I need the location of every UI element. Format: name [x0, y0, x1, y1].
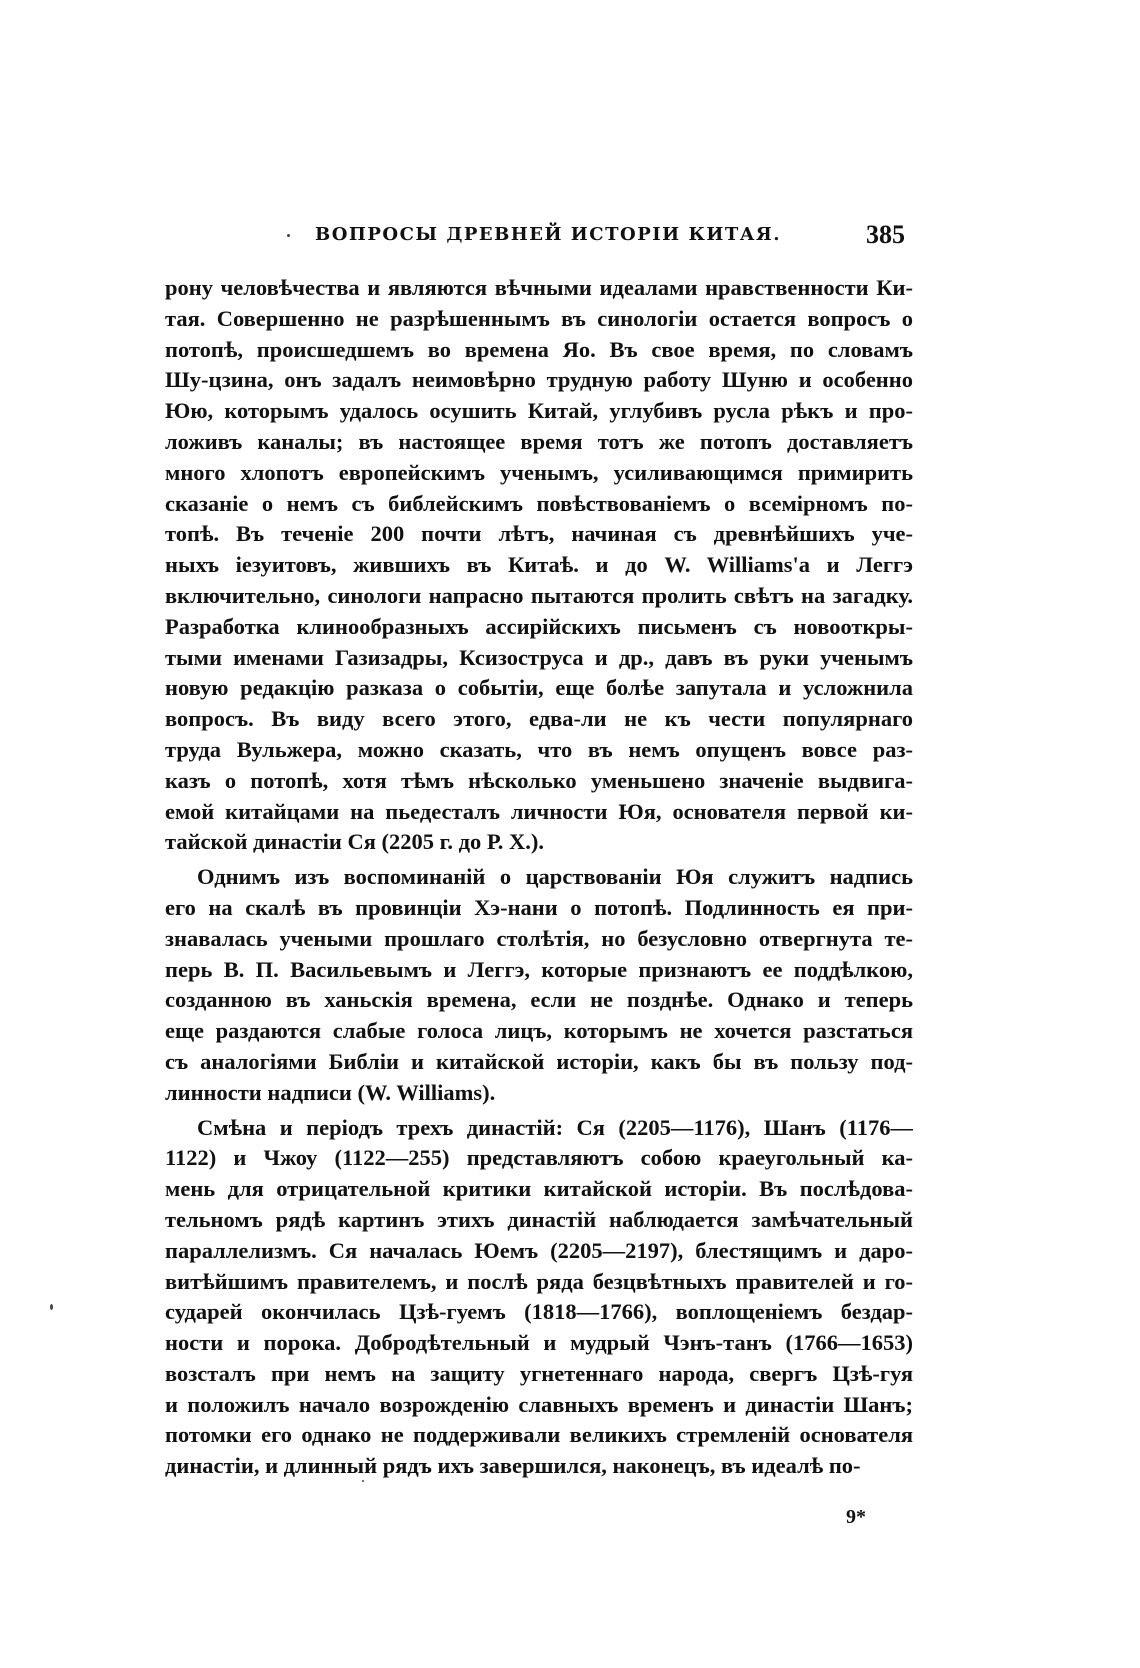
body-text	[165, 273, 913, 1482]
text-line: топѣ. Въ теченіе 200 почти лѣтъ, начиная съ древнѣйшихъ уче-	[165, 521, 913, 547]
text-line: сказаніе о немъ съ библейскимъ повѣствованіемъ о всемірномъ по-	[165, 490, 913, 516]
text-line: тельномъ рядѣ картинъ этихъ династій наблюдается замѣчательный	[165, 1206, 913, 1232]
text-line: новую редакцію разказа о событіи, еще болѣе запутала и усложнила	[165, 675, 913, 701]
text-line: перь В. П. Васильевымъ и Леггэ, которые признаютъ ее поддѣлкою,	[165, 956, 913, 982]
text-line: много хлопотъ европейскимъ ученымъ, усиливающимся примирить	[165, 459, 913, 485]
text-line: мень для отрицательной критики китайской исторіи. Въ послѣдова-	[165, 1176, 913, 1202]
text-line: его на скалѣ въ провинціи Хэ-нани о потопѣ. Подлинность ея при-	[165, 894, 913, 920]
text-line: потомки его однако не поддерживали великихъ стремленій основателя	[165, 1422, 913, 1448]
text-line: емой китайцами на пьедесталъ личности Юя, основателя первой ки-	[165, 798, 913, 824]
text-line: Однимъ изъ воспоминаній о царствованіи Юя служитъ надпись	[197, 864, 913, 890]
paragraph	[165, 862, 913, 1108]
text-line: рону человѣчества и являются вѣчными идеалами нравственности Ки-	[165, 275, 913, 300]
text-line: и положилъ начало возрожденію славныхъ временъ и династіи Шанъ;	[165, 1391, 913, 1417]
text-line: созданною въ ханьскія времена, если не позднѣе. Однако и теперь	[165, 987, 913, 1013]
paragraph	[165, 1113, 913, 1483]
paragraph	[165, 273, 913, 858]
text-line: тыми именами Газизадры, Ксизоструса и др., давъ въ руки ученымъ	[165, 644, 913, 670]
page-number: 385	[866, 220, 905, 249]
text-line: тая. Совершенно не разрѣшеннымъ въ синологіи остается вопросъ о	[165, 305, 913, 331]
text-line: Смѣна и періодъ трехъ династій: Ся (2205—1176), Шанъ (1176—	[197, 1114, 913, 1140]
text-line: тайской династіи Ся (2205 г. до Р. Х.).	[165, 829, 544, 855]
text-line: вопросъ. Въ виду всего этого, едва-ли не къ чести популярнаго	[165, 706, 913, 732]
running-header	[165, 222, 913, 252]
text-line: еще раздаются слабые голоса лицъ, которымъ не хочется разстаться	[165, 1018, 913, 1044]
text-line: включительно, синологи напрасно пытаются пролить свѣтъ на загадку.	[165, 582, 913, 608]
text-line: Разработка клинообразныхъ ассирійскихъ письменъ съ новооткры-	[165, 613, 913, 639]
text-line: Юю, которымъ удалось осушить Китай, углубивъ русла рѣкъ и про-	[165, 398, 913, 424]
text-line: ложивъ каналы; въ настоящее время тотъ же потопъ доставляетъ	[165, 428, 913, 454]
text-line: ности и порока. Добродѣтельный и мудрый Чэнъ-танъ (1766—1653)	[165, 1330, 913, 1356]
text-line: династіи, и длинный рядъ ихъ завершился, наконецъ, въ идеалѣ по-	[165, 1453, 861, 1479]
text-line: линности надписи (W. Williams).	[165, 1079, 496, 1105]
text-line: знавалась учеными прошлаго столѣтія, но безусловно отвергнута те-	[165, 925, 913, 951]
text-line: труда Вульжера, можно сказать, что въ немъ опущенъ вовсе раз-	[165, 736, 913, 762]
scan-speck	[287, 234, 290, 237]
text-line: параллелизмъ. Ся началась Юемъ (2205—2197), блестящимъ и даро-	[165, 1237, 913, 1263]
signature-mark: 9*	[846, 1506, 866, 1528]
scan-speck	[362, 1480, 364, 1482]
text-line: витѣйшимъ правителемъ, и послѣ ряда безцвѣтныхъ правителей и го-	[165, 1268, 913, 1294]
running-title: ВОПРОСЫ ДРЕВНЕЙ ИСТОРІИ КИТАЯ.	[315, 224, 782, 245]
text-line: Шу-цзина, онъ задалъ неимовѣрно трудную работу Шуню и особенно	[165, 367, 913, 393]
text-line: казъ о потопѣ, хотя тѣмъ нѣсколько уменьшено значеніе выдвига-	[165, 767, 913, 793]
text-line: ныхъ іезуитовъ, жившихъ въ Китаѣ. и до W. Williams'а и Леггэ	[165, 552, 913, 578]
text-line: возсталъ при немъ на защиту угнетеннаго народа, свергъ Цзѣ-гуя	[165, 1360, 913, 1386]
text-line: сударей окончилась Цзѣ-гуемъ (1818—1766), воплощеніемъ бездар-	[165, 1299, 913, 1325]
text-line: потопѣ, происшедшемъ во времена Яо. Въ свое время, по словамъ	[165, 336, 913, 362]
scan-speck	[50, 1304, 53, 1310]
text-line: 1122) и Чжоу (1122—255) представляютъ собою краеугольный ка-	[165, 1145, 913, 1171]
text-line: съ аналогіями Библіи и китайской исторіи, какъ бы въ пользу под-	[165, 1048, 913, 1074]
